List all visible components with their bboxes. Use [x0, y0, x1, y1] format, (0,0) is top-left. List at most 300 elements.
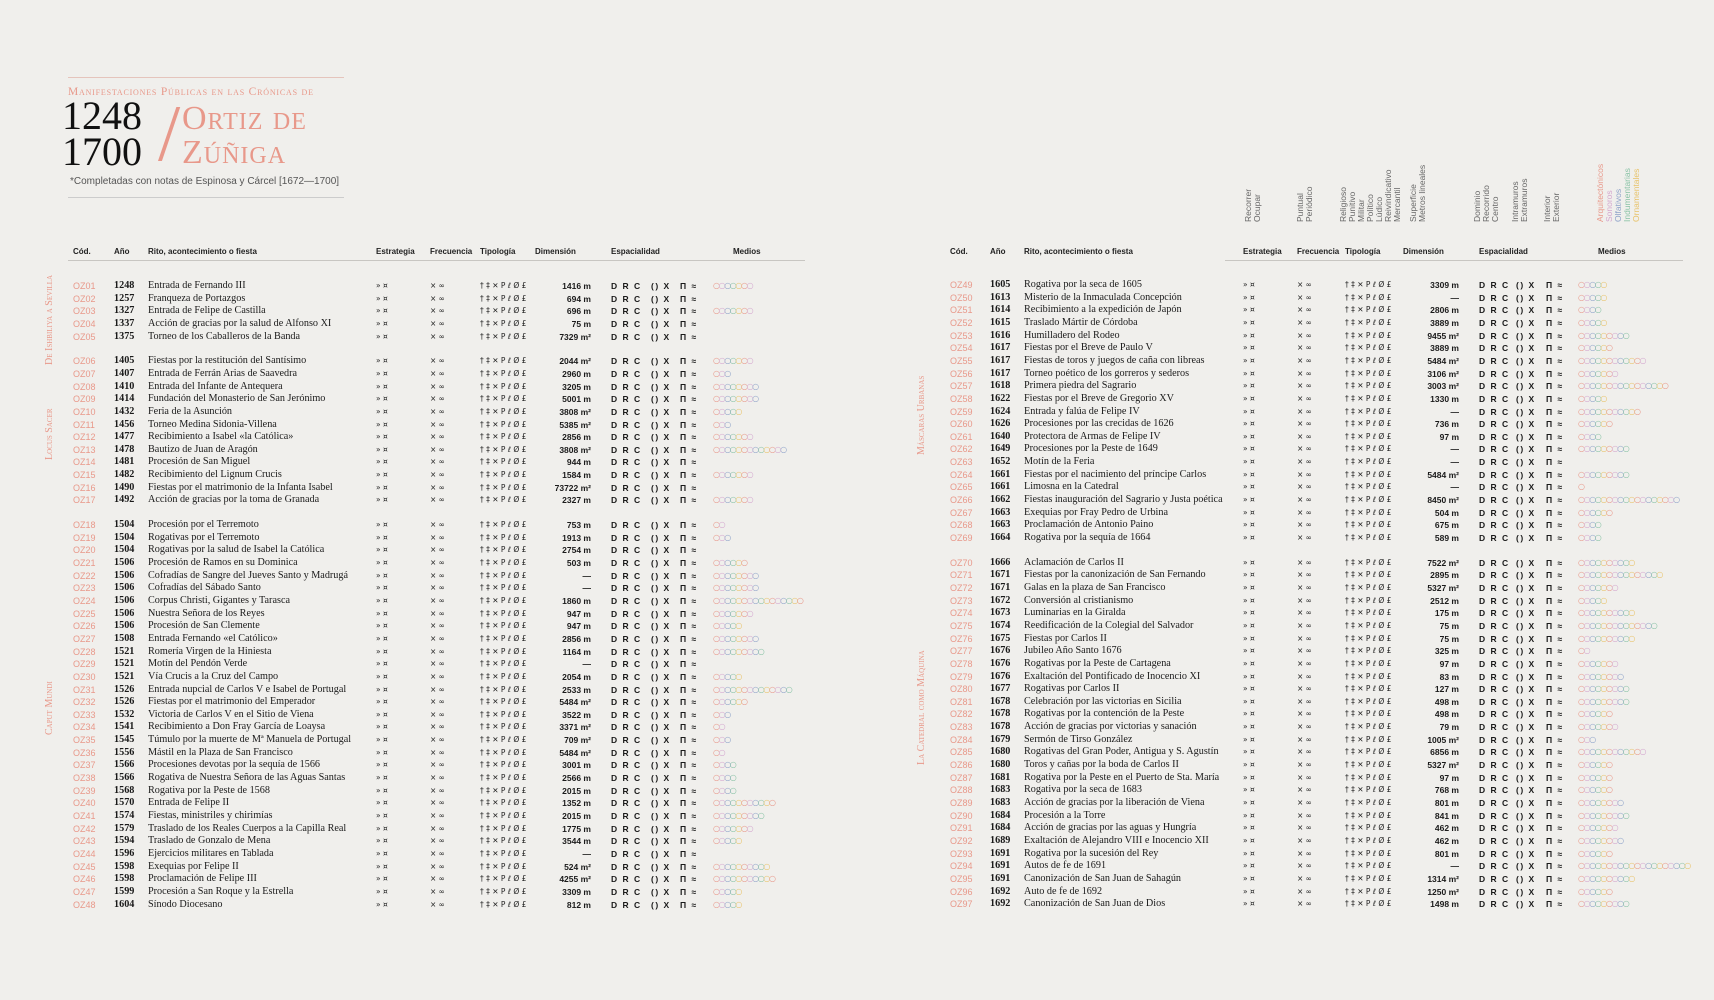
media-dot: ○ [1667, 861, 1674, 871]
spat_c-symbols: Π ≈ [1546, 507, 1564, 518]
col-media-header: Medios [1598, 247, 1626, 256]
dimension-cell: 5385 m² [559, 419, 591, 430]
media-dot: ○ [713, 899, 719, 909]
title-cell: Proclamación de Antonio Paino [1024, 519, 1154, 531]
media-dot: ○ [713, 570, 719, 580]
spat_a-symbols: D R C [611, 760, 642, 771]
spat_a-symbols: D R C [611, 848, 642, 859]
year-cell: 1506 [114, 569, 135, 581]
spat_b-symbols: () X [1516, 570, 1536, 581]
typology-symbols: † ‡ ✕ P ℓ Ø £ [1345, 709, 1392, 719]
year-cell: 1689 [990, 834, 1011, 846]
media-dot: ○ [729, 671, 736, 681]
media-dot: ○ [724, 646, 730, 656]
year-cell: 1663 [990, 506, 1011, 518]
media-dot: ○ [729, 432, 736, 442]
media-dot: ○ [718, 394, 725, 404]
spat_c-symbols: Π ≈ [680, 659, 698, 670]
media-dot: ○ [1661, 495, 1668, 505]
dimension-cell: 503 m [566, 558, 591, 568]
spat_b-symbols: () X [651, 886, 671, 897]
media-dot: ○ [718, 495, 725, 505]
year-cell: 1676 [990, 645, 1011, 657]
year-cell: 1691 [990, 847, 1011, 859]
year-cell: 1684 [990, 809, 1011, 821]
dimension-cell: 2895 m [1430, 570, 1459, 581]
spat_c-symbols: Π ≈ [680, 419, 698, 430]
media-dot: ○ [713, 356, 719, 366]
media-dot: ○ [1583, 557, 1590, 567]
frequency-symbols: × ∞ [430, 735, 445, 745]
media-dot: ○ [718, 785, 725, 795]
spat_a-symbols: D R C [1479, 457, 1510, 468]
media-dot: ○ [718, 368, 725, 378]
media-dot: ○ [1578, 292, 1584, 302]
dimension-cell: — [1450, 406, 1459, 417]
media-dot: ○ [1605, 709, 1612, 719]
media-dot: ○ [1583, 355, 1590, 365]
media-dot: ○ [1594, 848, 1601, 858]
spat_a-symbols: D R C [611, 811, 642, 821]
media-dot: ○ [1578, 658, 1584, 668]
table-row [0, 380, 1714, 392]
title-cell: Romería Virgen de la Hiniesta [148, 645, 272, 657]
spat_b-symbols: () X [1516, 533, 1536, 543]
media-dot: ○ [1589, 899, 1595, 909]
dimension-cell: 944 m [566, 457, 591, 468]
spat_b-symbols: () X [651, 709, 671, 720]
typology-symbols: † ‡ ✕ P ℓ Ø £ [480, 520, 527, 530]
media-dot: ○ [752, 874, 758, 884]
legend-media-0: Arquitectónicos [1595, 163, 1605, 222]
strategy-symbols: » ¤ [1243, 722, 1255, 732]
media-dot: ○ [1639, 570, 1646, 580]
code-cell: OZ67 [950, 507, 973, 518]
typology-symbols: † ‡ ✕ P ℓ Ø £ [480, 331, 527, 341]
media-dot: ○ [752, 633, 758, 643]
spat_c-symbols: Π ≈ [680, 735, 698, 746]
title-cell: Sínodo Diocesano [148, 898, 223, 910]
media-dot: ○ [1594, 368, 1601, 378]
media-dot: ○ [713, 760, 719, 770]
code-cell: OZ63 [950, 457, 973, 468]
year-cell: 1691 [990, 860, 1011, 872]
section-label-2: Caput Mundi [44, 681, 55, 735]
title-cell: Entrada Fernando «el Católico» [148, 632, 278, 644]
spat_c-symbols: Π ≈ [1546, 280, 1564, 290]
media-dot: ○ [724, 570, 730, 580]
frequency-symbols: × ∞ [430, 747, 445, 757]
media-dot: ○ [718, 684, 725, 694]
media-dot: ○ [1605, 507, 1612, 517]
title-cell: Sermón de Tirso González [1024, 733, 1133, 745]
legend-typology-1: Punitivo [1347, 191, 1357, 222]
media-dot: ○ [1656, 381, 1662, 391]
title-cell: Rogativas por Carlos II [1024, 683, 1120, 695]
strategy-symbols: » ¤ [376, 318, 388, 328]
media-dot: ○ [1656, 861, 1662, 871]
media-dot: ○ [1645, 570, 1651, 580]
year-cell: 1574 [114, 810, 135, 821]
spat_b-symbols: () X [1516, 444, 1536, 455]
media-dot: ○ [718, 432, 725, 442]
spat_a-symbols: D R C [611, 773, 642, 784]
media-dot: ○ [713, 432, 719, 442]
code-cell: OZ62 [950, 444, 973, 455]
media-dots [1578, 406, 1640, 418]
frequency-symbols: × ∞ [430, 495, 445, 505]
media-dot: ○ [1594, 684, 1601, 694]
media-dot: ○ [729, 798, 736, 808]
spat_b-symbols: () X [1516, 886, 1536, 897]
media-dot: ○ [1600, 495, 1606, 505]
spat_b-symbols: () X [1516, 684, 1536, 695]
media-dot: ○ [1589, 684, 1595, 694]
dimension-cell: 841 m [1434, 810, 1459, 821]
spat_c-symbols: Π ≈ [680, 318, 698, 329]
typology-symbols: † ‡ ✕ P ℓ Ø £ [1345, 431, 1392, 441]
legend-media-3: Indumentarias [1622, 168, 1632, 222]
media-dot: ○ [1605, 684, 1612, 694]
typology-symbols: † ‡ ✕ P ℓ Ø £ [1345, 835, 1392, 845]
title-cell: Procesión de San Clemente [148, 620, 260, 632]
title-cell: Procesión a la Torre [1024, 809, 1106, 821]
media-dot: ○ [1605, 671, 1612, 681]
media-dot: ○ [1656, 495, 1662, 505]
code-cell: OZ50 [950, 292, 973, 303]
media-dot: ○ [724, 608, 730, 618]
spat_b-symbols: () X [651, 381, 671, 392]
spat_c-symbols: Π ≈ [680, 811, 698, 821]
media-dot: ○ [718, 470, 725, 480]
dimension-cell: 3309 m [1430, 280, 1459, 290]
spat_c-symbols: Π ≈ [1546, 570, 1564, 581]
spat_c-symbols: Π ≈ [1546, 633, 1564, 644]
media-dot: ○ [1589, 747, 1595, 757]
strategy-symbols: » ¤ [376, 444, 388, 454]
media-dot: ○ [735, 495, 741, 505]
dimension-cell: 462 m [1434, 835, 1459, 846]
table-row [0, 721, 1714, 733]
spat_c-symbols: Π ≈ [680, 293, 698, 304]
frequency-symbols: × ∞ [1297, 330, 1312, 340]
code-cell: OZ14 [73, 457, 96, 468]
spat_a-symbols: D R C [611, 874, 642, 885]
media-dot: ○ [1594, 317, 1601, 327]
spat_a-symbols: D R C [1479, 406, 1510, 417]
spat_c-symbols: Π ≈ [1546, 557, 1564, 568]
spat_a-symbols: D R C [1479, 646, 1510, 657]
media-dots [1578, 822, 1617, 834]
media-dot: ○ [1622, 684, 1629, 694]
title-cell: Fiestas, ministriles y chirimías [148, 810, 273, 821]
media-dot: ○ [746, 811, 753, 820]
media-dot: ○ [740, 432, 747, 442]
strategy-symbols: » ¤ [376, 709, 388, 719]
code-cell: OZ19 [73, 532, 96, 543]
year-cell: 1410 [114, 380, 135, 392]
media-dot: ○ [718, 595, 725, 605]
spat_b-symbols: () X [1516, 772, 1536, 783]
media-dot: ○ [1594, 557, 1601, 567]
table-row [0, 330, 1714, 342]
spat_a-symbols: D R C [1479, 734, 1510, 745]
media-dot: ○ [1605, 620, 1612, 630]
media-dot: ○ [1600, 747, 1606, 757]
media-dots [1578, 734, 1595, 746]
typology-symbols: † ‡ ✕ P ℓ Ø £ [480, 671, 527, 681]
media-dot: ○ [1600, 899, 1606, 909]
media-dot: ○ [1600, 709, 1606, 719]
strategy-symbols: » ¤ [376, 646, 388, 656]
media-dot: ○ [1600, 658, 1606, 668]
frequency-symbols: × ∞ [430, 318, 445, 328]
dimension-cell: 2960 m [562, 368, 591, 379]
strategy-symbols: » ¤ [1243, 317, 1255, 327]
media-dot: ○ [1650, 495, 1657, 505]
code-cell: OZ58 [950, 393, 973, 404]
media-dot: ○ [1583, 368, 1590, 378]
frequency-symbols: × ∞ [1297, 899, 1312, 909]
typology-symbols: † ‡ ✕ P ℓ Ø £ [1345, 620, 1392, 630]
strategy-symbols: » ¤ [376, 482, 388, 492]
spat_b-symbols: () X [651, 520, 671, 531]
author-name [182, 102, 307, 170]
table-row [0, 456, 1714, 468]
media-dot: ○ [1611, 368, 1618, 378]
media-dot: ○ [1594, 406, 1601, 416]
year-cell: 1649 [990, 443, 1011, 455]
media-dot: ○ [718, 811, 725, 820]
frequency-symbols: × ∞ [1297, 886, 1312, 896]
code-cell: OZ38 [73, 773, 96, 784]
spat_c-symbols: Π ≈ [1546, 810, 1564, 821]
dimension-cell: — [1450, 861, 1459, 872]
media-dot: ○ [1594, 330, 1601, 340]
spat_c-symbols: Π ≈ [680, 432, 698, 443]
year-cell: 1526 [114, 696, 135, 708]
title-cell: Procesión de San Miguel [148, 456, 251, 468]
table-row [0, 292, 1714, 304]
typology-symbols: † ‡ ✕ P ℓ Ø £ [1345, 734, 1392, 744]
title-cell: Toros y cañas por la boda de Carlos II [1024, 759, 1179, 771]
media-dot: ○ [1578, 899, 1584, 909]
media-dot: ○ [1600, 292, 1606, 302]
code-cell: OZ60 [950, 419, 973, 430]
media-dot: ○ [1600, 343, 1606, 353]
strategy-symbols: » ¤ [376, 406, 388, 416]
media-dot: ○ [774, 444, 781, 454]
frequency-symbols: × ∞ [1297, 305, 1312, 315]
legend-typology-4: Lúdico [1374, 196, 1384, 222]
media-dot: ○ [1578, 810, 1584, 820]
year-cell: 1532 [114, 708, 135, 720]
author-name-bottom: Zúñiga [182, 134, 287, 171]
dimension-cell: — [1450, 444, 1459, 455]
title-cell: Ejercicios militares en Tablada [148, 847, 274, 859]
table-row [0, 494, 1714, 506]
col-dimension-header: Dimensión [535, 247, 576, 256]
dimension-cell: 2533 m [562, 684, 591, 695]
media-dot: ○ [1589, 595, 1595, 605]
spat_a-symbols: D R C [611, 735, 642, 746]
spat_c-symbols: Π ≈ [680, 684, 698, 695]
media-dot: ○ [1622, 620, 1629, 630]
media-dot: ○ [718, 722, 725, 732]
code-cell: OZ87 [950, 772, 973, 783]
typology-symbols: † ‡ ✕ P ℓ Ø £ [480, 457, 527, 467]
media-dot: ○ [724, 394, 730, 404]
title-cell: Celebración por las victorias en Sicilia [1024, 695, 1182, 707]
spat_a-symbols: D R C [611, 595, 642, 606]
dimension-cell: 3522 m [562, 709, 591, 720]
dimension-cell: 2015 m [562, 811, 591, 821]
typology-symbols: † ‡ ✕ P ℓ Ø £ [480, 874, 527, 884]
media-dots [1578, 481, 1584, 493]
media-dot: ○ [740, 874, 747, 884]
year-range [62, 93, 142, 174]
media-dot: ○ [1594, 810, 1601, 820]
title-cell: Procesión a San Roque y la Estrella [148, 885, 294, 897]
spat_b-symbols: () X [651, 406, 671, 417]
media-dot: ○ [713, 773, 719, 783]
dimension-cell: 1250 m² [1427, 886, 1459, 897]
strategy-symbols: » ¤ [376, 836, 388, 846]
spat_b-symbols: () X [651, 760, 671, 771]
media-dot: ○ [752, 798, 758, 808]
frequency-symbols: × ∞ [430, 306, 445, 316]
dimension-cell: 5484 m² [559, 697, 591, 708]
media-dot: ○ [713, 558, 719, 567]
legend-media-1: Sonoros [1604, 190, 1614, 222]
code-cell: OZ03 [73, 306, 96, 317]
title-cell: Exaltación de Alejandro VIII e Inocencio XII [1024, 834, 1209, 846]
media-dot: ○ [718, 633, 725, 643]
media-dot: ○ [713, 735, 719, 745]
media-dot: ○ [1639, 495, 1646, 505]
year-cell: 1679 [990, 733, 1011, 745]
typology-symbols: † ‡ ✕ P ℓ Ø £ [1345, 873, 1392, 883]
title-cell: Procesiones por la Peste de 1649 [1024, 443, 1158, 455]
media-dot: ○ [1594, 861, 1601, 871]
spat_a-symbols: D R C [1479, 722, 1510, 733]
dimension-cell: 768 m [1434, 785, 1459, 796]
code-cell: OZ32 [73, 697, 96, 708]
spat_c-symbols: Π ≈ [1546, 646, 1564, 657]
strategy-symbols: » ¤ [376, 595, 388, 605]
media-dot: ○ [740, 558, 747, 567]
media-dot: ○ [746, 684, 753, 694]
spat_a-symbols: D R C [1479, 419, 1510, 430]
strategy-symbols: » ¤ [1243, 608, 1255, 618]
media-dot: ○ [768, 595, 775, 605]
media-dot: ○ [1583, 709, 1590, 719]
frequency-symbols: × ∞ [430, 899, 445, 909]
section-label-1: Locus Sacer [44, 408, 55, 460]
year-cell: 1375 [114, 330, 135, 342]
media-dot: ○ [729, 381, 736, 391]
dimension-cell: 3889 m [1430, 343, 1459, 354]
media-dot: ○ [1622, 633, 1629, 643]
media-dot: ○ [1594, 671, 1601, 681]
year-cell: 1683 [990, 784, 1011, 796]
spat_c-symbols: Π ≈ [680, 899, 698, 910]
year-cell: 1526 [114, 683, 135, 695]
media-dot: ○ [1589, 608, 1595, 618]
title-cell: Franqueza de Portazgos [148, 292, 246, 304]
spat_c-symbols: Π ≈ [680, 570, 698, 581]
title-cell: Rogativa por la sequía de 1664 [1024, 532, 1151, 543]
frequency-symbols: × ∞ [1297, 482, 1312, 492]
strategy-symbols: » ¤ [376, 394, 388, 404]
media-dot: ○ [1645, 861, 1651, 871]
dimension-cell: 3001 m [562, 760, 591, 771]
media-dot: ○ [740, 281, 747, 290]
strategy-symbols: » ¤ [1243, 785, 1255, 795]
strategy-symbols: » ¤ [376, 520, 388, 530]
media-dot: ○ [1583, 798, 1590, 807]
media-dot: ○ [1628, 355, 1634, 365]
table-row [0, 886, 1714, 898]
year-cell: 1662 [990, 494, 1011, 506]
media-dot: ○ [1583, 330, 1590, 340]
media-dot: ○ [740, 684, 747, 694]
col-title-header: Rito, acontecimiento o fiesta [148, 247, 257, 256]
media-dot: ○ [1589, 734, 1595, 744]
strategy-symbols: » ¤ [1243, 633, 1255, 643]
media-dot: ○ [713, 281, 719, 290]
media-dot: ○ [1578, 305, 1584, 315]
spat_b-symbols: () X [651, 432, 671, 443]
media-dot: ○ [735, 583, 741, 593]
spat_a-symbols: D R C [611, 444, 642, 455]
media-dot: ○ [740, 798, 747, 808]
media-dot: ○ [1594, 760, 1601, 770]
media-dot: ○ [724, 558, 730, 567]
code-cell: OZ20 [73, 545, 96, 556]
spat_c-symbols: Π ≈ [1546, 582, 1564, 593]
media-dot: ○ [1611, 620, 1618, 630]
dimension-cell: 696 m [566, 306, 591, 317]
media-dot: ○ [1578, 317, 1584, 327]
frequency-symbols: × ∞ [1297, 393, 1312, 403]
code-cell: OZ94 [950, 861, 973, 872]
media-dot: ○ [718, 836, 725, 846]
media-dots [1578, 658, 1617, 670]
media-dot: ○ [1589, 582, 1595, 592]
media-dot: ○ [1600, 772, 1606, 782]
year-cell: 1614 [990, 304, 1011, 316]
typology-symbols: † ‡ ✕ P ℓ Ø £ [480, 722, 527, 732]
media-dot: ○ [1583, 292, 1590, 302]
table-row [0, 569, 1714, 581]
dimension-cell: 498 m [1434, 696, 1459, 707]
spat_a-symbols: D R C [1479, 469, 1510, 480]
year-cell: 1661 [990, 481, 1011, 493]
col-strategy-header: Estrategia [376, 247, 415, 256]
legend-spatiality_a-1: Recorrido [1481, 185, 1491, 222]
media-dot: ○ [1600, 671, 1606, 681]
media-dot: ○ [1605, 658, 1612, 668]
spat_a-symbols: D R C [611, 671, 642, 682]
year-cell: 1556 [114, 746, 135, 758]
media-dot: ○ [729, 633, 736, 643]
frequency-symbols: × ∞ [1297, 533, 1312, 542]
code-cell: OZ35 [73, 735, 96, 746]
strategy-symbols: » ¤ [1243, 507, 1255, 517]
spat_b-symbols: () X [1516, 848, 1536, 859]
dimension-cell: 75 m [1439, 620, 1459, 631]
